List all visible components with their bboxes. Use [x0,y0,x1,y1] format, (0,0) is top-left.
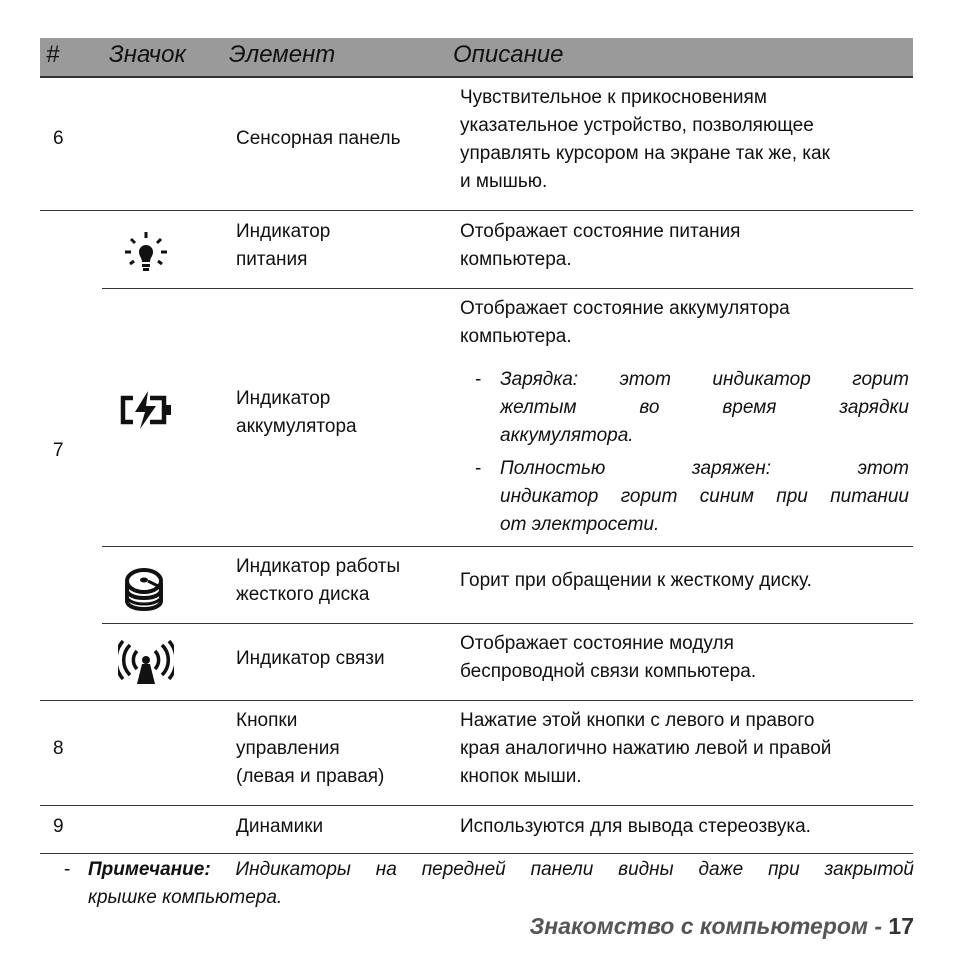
row-6-description [460,84,910,196]
page-footer [530,913,914,940]
header-icon: Значок [109,41,186,68]
row-8-num: 8 [53,738,64,759]
row-8-desc-line: Нажатие этой кнопки с левого и правого [460,710,815,731]
note [88,856,914,912]
wireless-desc-line: беспроводной связи компьютера. [460,661,757,682]
hdd-element-line: Индикатор работы [236,556,401,577]
note-text-line1: Индикаторы на передней панели видны даже при закрытой [210,859,914,880]
wireless-description [460,630,910,686]
bullet-line: от электросети. [500,514,660,535]
wireless-element: Индикатор связи [236,648,385,669]
row-6-num: 6 [53,128,64,149]
sub-row-divider [102,288,913,289]
battery-charging-icon [118,390,174,430]
hdd-description: Горит при обращении к жесткому диску. [460,570,812,591]
row-8-desc-line: кнопок мыши. [460,766,582,787]
battery-element [236,385,446,441]
table-header [40,38,913,78]
hard-disk-icon [120,565,168,613]
row-8-element-line: Кнопки [236,710,298,731]
note-label: Примечание: [88,859,211,880]
power-element-line: питания [236,249,308,270]
battery-element-line: Индикатор [236,388,331,409]
battery-element-line: аккумулятора [236,416,357,437]
row-9-description: Используются для вывода стереозвука. [460,816,811,837]
row-6-desc-line: Чувствительное к прикосновениям [460,87,767,108]
battery-description [460,295,910,351]
header-num: # [46,41,60,68]
row-9-element: Динамики [236,816,324,837]
bullet-line: аккумулятора. [500,425,634,446]
footer-title: Знакомство с компьютером - [529,913,889,939]
row-8-element [236,707,451,791]
battery-bullet-charging [500,366,909,450]
sub-row-divider [102,546,913,547]
header-element: Элемент [229,41,336,68]
row-6-element: Сенсорная панель [236,128,401,149]
bullet-dash: - [475,458,482,479]
row-7-num: 7 [53,440,64,461]
row-8-element-line: управления [236,738,340,759]
header-description: Описание [453,41,564,68]
power-element-line: Индикатор [236,221,331,242]
hdd-element-line: жесткого диска [236,584,370,605]
power-desc-line: Отображает состояние питания [460,221,741,242]
bullet-line: Полностью заряжен: этот [500,458,909,479]
sub-row-divider [102,623,913,624]
wireless-icon [118,640,174,686]
bullet-line: индикатор горит синим при питании [500,486,909,507]
wireless-desc-line: Отображает состояние модуля [460,633,734,654]
bullet-line: желтым во время зарядки [500,397,909,418]
power-desc-line: компьютера. [460,249,572,270]
hdd-element [236,553,446,609]
row-6-desc-line: указательное устройство, позволяющее [460,115,814,136]
note-dash: - [64,859,71,880]
row-6-desc-line: и мышью. [460,171,548,192]
power-element [236,218,446,274]
row-divider [40,210,913,211]
row-8-description [460,707,910,791]
battery-bullet-charged [500,455,909,539]
battery-desc-line: компьютера. [460,326,572,347]
power-description [460,218,910,274]
battery-desc-line: Отображает состояние аккумулятора [460,298,790,319]
row-6-desc-line: управлять курсором на экране так же, как [460,143,830,164]
row-divider [40,700,913,701]
row-9-num: 9 [53,816,64,837]
row-8-element-line: (левая и правая) [236,766,385,787]
bullet-line: Зарядка: этот индикатор горит [500,369,909,390]
bullet-dash: - [475,369,482,390]
note-text-line2: крышке компьютера. [88,887,283,908]
power-light-icon [122,230,170,278]
page-number: 17 [888,913,914,939]
row-divider [40,805,913,806]
row-8-desc-line: края аналогично нажатию левой и правой [460,738,832,759]
table-bottom-line [40,853,913,854]
